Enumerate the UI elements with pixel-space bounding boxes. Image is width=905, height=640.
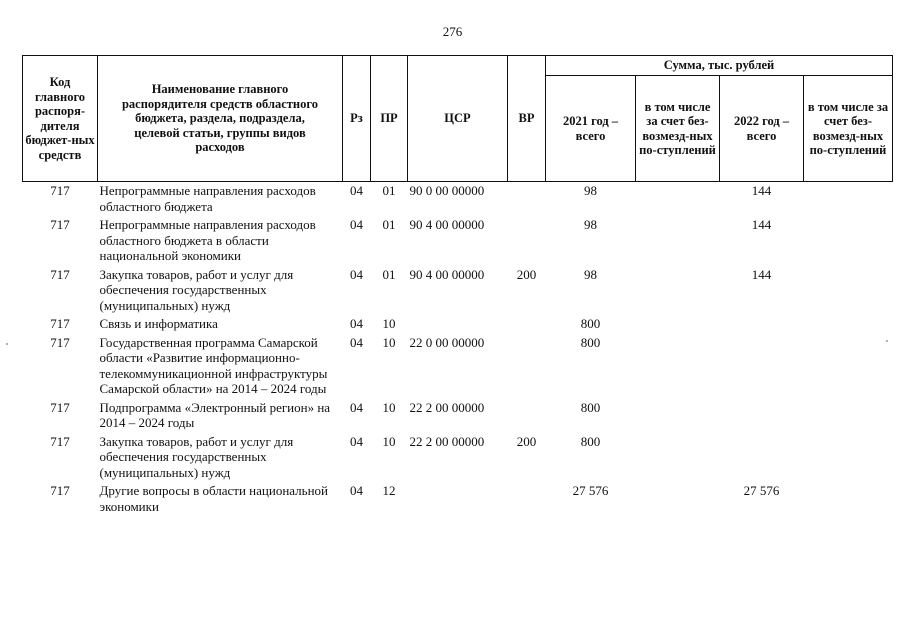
row-name: Закупка товаров, работ и услуг для обеспечения государственных (муниципальных) нужд — [99, 433, 294, 480]
row-csr — [408, 315, 508, 334]
row-name: Связь и информатика — [99, 316, 218, 331]
row-csr: 90 0 00 00000 — [409, 183, 485, 198]
header-2022-grants: в том числе за счет без-возмезд-ных по-ступлений — [804, 76, 893, 182]
row-code: 717 — [50, 316, 70, 331]
row-2022-grants — [804, 216, 893, 266]
row-name: Непрограммные направления расходов областного бюджета в области национальной экономики — [99, 217, 316, 263]
row-pr: 01 — [382, 183, 396, 198]
row-pr: 10 — [382, 433, 396, 449]
row-2022-total: 144 — [751, 217, 772, 232]
row-2022-total — [720, 433, 804, 483]
table-row — [23, 182, 893, 217]
row-2022-grants — [804, 182, 893, 217]
row-2022-grants — [804, 433, 893, 483]
table-header — [23, 56, 893, 182]
table-row — [23, 216, 893, 266]
row-pr: 10 — [382, 316, 396, 331]
row-rz: 04 — [350, 316, 363, 331]
scan-speck-left — [6, 343, 8, 345]
row-pr: 10 — [382, 334, 396, 350]
row-vr: 200 — [516, 266, 537, 282]
table-body — [23, 182, 893, 517]
header-pr: ПР — [371, 56, 408, 182]
row-2021-total: 98 — [584, 217, 597, 232]
header-rz: Рз — [343, 56, 371, 182]
row-2021-grants — [636, 433, 720, 483]
header-2021-grants: в том числе за счет без-возмезд-ных по-ступлений — [636, 76, 720, 182]
row-code: 717 — [50, 433, 70, 449]
header-sum: Сумма, тыс. рублей — [546, 56, 893, 76]
row-csr: 22 2 00 00000 — [409, 433, 485, 449]
row-rz: 04 — [350, 433, 363, 449]
row-rz: 04 — [350, 183, 363, 198]
row-code: 717 — [50, 266, 70, 282]
row-pr: 01 — [382, 217, 396, 232]
row-rz: 04 — [350, 217, 363, 232]
scan-speck-right — [886, 340, 888, 342]
row-name: Непрограммные направления расходов областного бюджета — [99, 183, 316, 214]
row-2022-total — [720, 315, 804, 334]
row-name: Подпрограмма «Электронный регион» на 2014 – 2024 годы — [99, 399, 331, 430]
row-2021-total: 98 — [584, 266, 597, 282]
budget-table — [22, 55, 893, 516]
table-row — [23, 334, 893, 399]
row-2022-grants — [804, 399, 893, 433]
row-pr: 10 — [382, 399, 396, 415]
table-row — [23, 399, 893, 433]
row-code: 717 — [50, 217, 70, 232]
row-csr — [408, 482, 508, 516]
row-rz: 04 — [350, 266, 363, 282]
row-vr — [508, 315, 546, 334]
table-row — [23, 315, 893, 334]
row-2021-grants — [636, 266, 720, 316]
header-name: Наименование главного распорядителя средств областного бюджета, раздела, подраздела, целевой статьи, группы видов расходов — [98, 56, 343, 182]
row-name: Другие вопросы в области национальной экономики — [99, 483, 328, 514]
row-vr — [508, 182, 546, 217]
row-2021-total: 800 — [580, 316, 601, 331]
row-code: 717 — [50, 183, 70, 198]
row-pr: 12 — [382, 483, 396, 498]
row-2022-grants — [804, 266, 893, 316]
row-2021-total: 800 — [580, 399, 601, 415]
header-csr: ЦСР — [408, 56, 508, 182]
row-2022-total: 144 — [751, 183, 772, 198]
row-2021-grants — [636, 399, 720, 433]
row-name: Государственная программа Самарской области «Развитие информационно-телекоммуникационной инфраструктуры Самарской области» на 2014 – 2024 годы — [99, 334, 328, 396]
row-2022-grants — [804, 315, 893, 334]
row-2021-total: 800 — [580, 334, 601, 350]
row-code: 717 — [50, 483, 70, 498]
row-vr — [508, 482, 546, 516]
row-csr: 22 0 00 00000 — [409, 334, 485, 350]
row-vr: 200 — [516, 433, 537, 449]
row-rz: 04 — [350, 334, 363, 350]
table-row — [23, 266, 893, 316]
row-2022-grants — [804, 482, 893, 516]
row-name: Закупка товаров, работ и услуг для обеспечения государственных (муниципальных) нужд — [99, 266, 294, 313]
row-code: 717 — [50, 334, 70, 350]
row-csr: 90 4 00 00000 — [409, 266, 485, 282]
row-rz: 04 — [350, 483, 363, 498]
row-pr: 01 — [382, 266, 396, 282]
row-2021-grants — [636, 182, 720, 217]
header-2022-total: 2022 год – всего — [720, 76, 804, 182]
row-2021-total: 800 — [580, 433, 601, 449]
row-2021-total: 98 — [584, 183, 597, 198]
row-2021-grants — [636, 216, 720, 266]
row-2021-grants — [636, 315, 720, 334]
row-vr — [508, 334, 546, 399]
row-2022-total: 27 576 — [743, 483, 780, 498]
row-2021-grants — [636, 482, 720, 516]
header-code: Код главного распоря-дителя бюджет-ных средств — [23, 56, 98, 182]
row-csr: 22 2 00 00000 — [409, 399, 485, 415]
row-2022-total — [720, 399, 804, 433]
row-2022-total — [720, 334, 804, 399]
header-vr: ВР — [508, 56, 546, 182]
header-2021-total: 2021 год – всего — [546, 76, 636, 182]
table-row — [23, 482, 893, 516]
row-2021-total: 27 576 — [572, 483, 609, 498]
table-row — [23, 433, 893, 483]
row-2022-total: 144 — [751, 266, 772, 282]
row-rz: 04 — [350, 399, 363, 415]
row-vr — [508, 216, 546, 266]
row-code: 717 — [50, 399, 70, 415]
row-csr: 90 4 00 00000 — [409, 217, 485, 232]
row-2021-grants — [636, 334, 720, 399]
row-2022-grants — [804, 334, 893, 399]
page-number: 276 — [442, 24, 463, 39]
row-vr — [508, 399, 546, 433]
